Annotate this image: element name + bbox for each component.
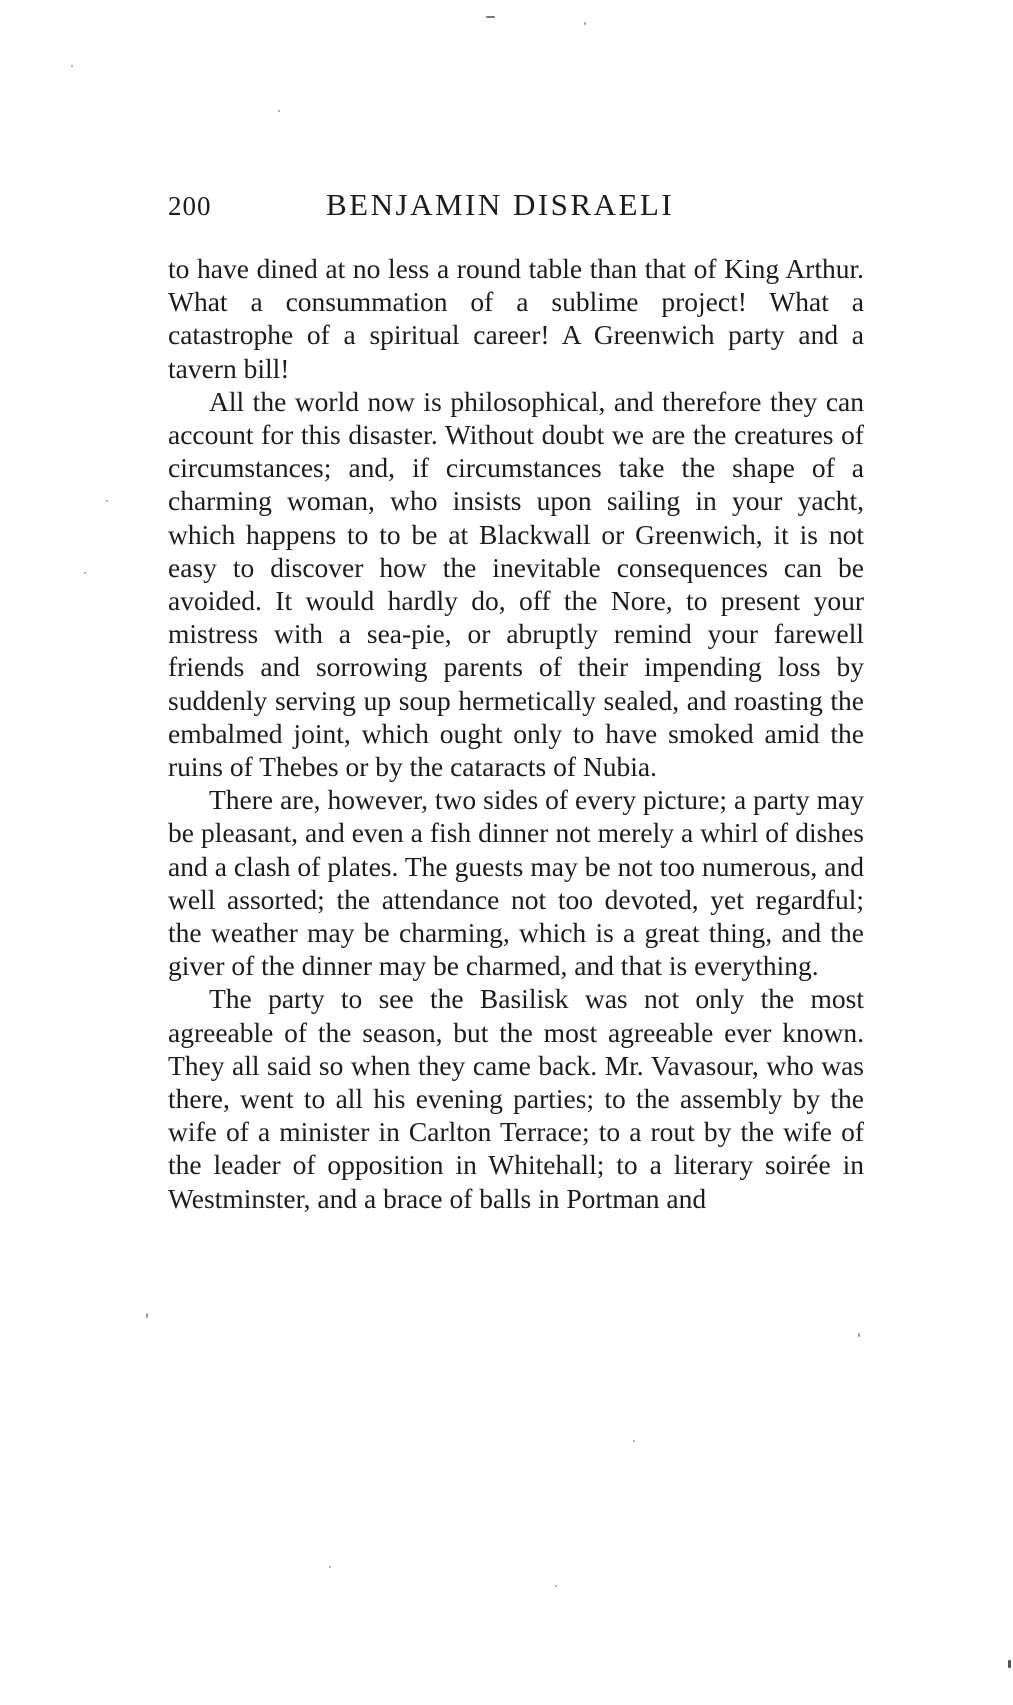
scan-speck [555,1585,557,1587]
scan-speck [633,1440,635,1442]
page-number: 200 [168,191,212,221]
scan-speck [71,65,73,67]
paragraph-4: The party to see the Basilisk was not only the most agreeable of the season, but the most agreeable ever known. They all said so when they came back. Mr. Vavasour, who was there, went to all his evening parties; to the assembly by the wife of a minister in Carlton Terrace; to a rout by the wife of the leader of opposition in Whitehall; to a literary soirée in Westminster, and a brace of balls in Portman and [168,983,864,1214]
scan-speck [84,572,86,574]
running-title: BENJAMIN DISRAELI [326,187,675,222]
scan-speck [858,1333,860,1337]
scan-speck [584,22,586,25]
body-text [168,252,864,1215]
paragraph-1: to have dined at no less a round table than that of King Arthur. What a consummation of a sublime project! What a catastrophe of a spiritual career! A Greenwich party and a tavern bill! [168,253,864,384]
page-header [168,187,868,227]
scan-speck [106,500,108,502]
scan-speck [278,110,280,112]
paragraph-3: There are, however, two sides of every picture; a party may be pleasant, and even a fish dinner not merely a whirl of dishes and a clash of plates. The guests may be not too numerous, and well assorted; the attendance not too devoted, yet regardful; the weather may be charming, which is a great thing, and the giver of the dinner may be charmed, and that is everything. [168,784,864,982]
scan-speck [486,16,495,18]
paragraph-2: All the world now is philosophical, and therefore they can account for this disaster. Without doubt we are the creatures of circumstances; and, if circumstances take the shape of a charming woman, who insists upon sailing in your yacht, which happens to to be at Blackwall or Greenwich, it is not easy to discover how the inevitable consequences can be avoided. It would hardly do, off the Nore, to present your mistress with a sea-pie, or abruptly remind your farewell friends and sorrowing parents of their impending loss by suddenly serving up soup hermetically sealed, and roasting the embalmed joint, which ought only to have smoked amid the ruins of Thebes or by the cataracts of Nubia. [168,385,864,783]
scan-speck [146,1313,148,1318]
scan-speck [1008,1660,1011,1668]
scan-speck [329,1566,331,1568]
